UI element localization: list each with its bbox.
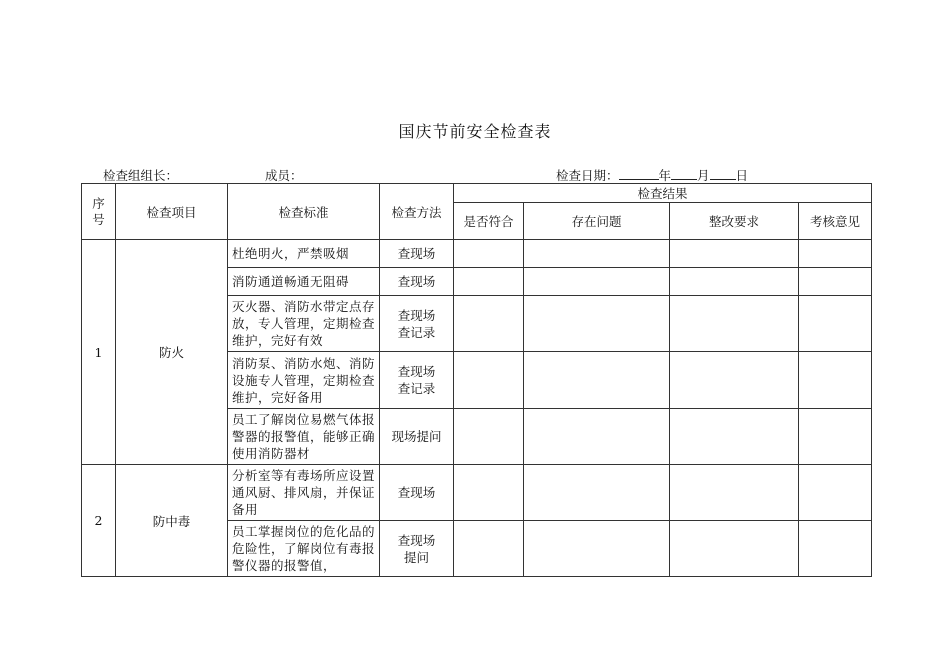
date-label: 检查日期： <box>556 168 619 183</box>
opinion-cell[interactable] <box>799 521 872 577</box>
rectify-cell[interactable] <box>670 521 799 577</box>
conform-cell[interactable] <box>454 409 524 465</box>
conform-cell[interactable] <box>454 465 524 521</box>
rectify-cell[interactable] <box>670 352 799 409</box>
header-issues: 存在问题 <box>524 203 670 240</box>
opinion-cell[interactable] <box>799 409 872 465</box>
header-standard: 检查标准 <box>228 184 380 240</box>
opinion-cell[interactable] <box>799 352 872 409</box>
day-label: 日 <box>735 168 749 183</box>
group-seq: 1 <box>82 240 116 465</box>
issues-cell[interactable] <box>524 465 670 521</box>
method-cell: 查现场 查记录 <box>380 352 454 409</box>
opinion-cell[interactable] <box>799 240 872 268</box>
header-opinion: 考核意见 <box>799 203 872 240</box>
method-cell: 查现场 <box>380 465 454 521</box>
rectify-cell[interactable] <box>670 240 799 268</box>
date-field <box>556 166 748 184</box>
header-item: 检查项目 <box>116 184 228 240</box>
day-blank <box>710 167 736 180</box>
rectify-cell[interactable] <box>670 409 799 465</box>
year-label: 年 <box>658 168 672 183</box>
issues-cell[interactable] <box>524 409 670 465</box>
conform-cell[interactable] <box>454 296 524 352</box>
opinion-cell[interactable] <box>799 268 872 296</box>
issues-cell[interactable] <box>524 296 670 352</box>
header-conform: 是否符合 <box>454 203 524 240</box>
header-seq: 序 号 <box>82 184 116 240</box>
month-blank <box>671 167 697 180</box>
rectify-cell[interactable] <box>670 268 799 296</box>
header-result: 检查结果 <box>454 184 872 203</box>
month-label: 月 <box>697 168 710 183</box>
standard-cell: 员工了解岗位易燃气体报警器的报警值，能够正确使用消防器材 <box>228 409 380 465</box>
conform-cell[interactable] <box>454 268 524 296</box>
standard-cell: 分析室等有毒场所应设置通风厨、排风扇，并保证备用 <box>228 465 380 521</box>
table-row <box>82 240 872 268</box>
method-cell: 查现场 查记录 <box>380 296 454 352</box>
opinion-cell[interactable] <box>799 296 872 352</box>
issues-cell[interactable] <box>524 268 670 296</box>
rectify-cell[interactable] <box>670 465 799 521</box>
header-method: 检查方法 <box>380 184 454 240</box>
table-row <box>82 465 872 521</box>
opinion-cell[interactable] <box>799 465 872 521</box>
standard-cell: 消防通道畅通无阻碍 <box>228 268 380 296</box>
group-item: 防火 <box>116 240 228 465</box>
method-cell: 现场提问 <box>380 409 454 465</box>
conform-cell[interactable] <box>454 352 524 409</box>
issues-cell[interactable] <box>524 352 670 409</box>
issues-cell[interactable] <box>524 240 670 268</box>
method-cell: 查现场 提问 <box>380 521 454 577</box>
standard-cell: 消防泵、消防水炮、消防设施专人管理，定期检查维护，完好备用 <box>228 352 380 409</box>
group-item: 防中毒 <box>116 465 228 577</box>
year-blank <box>619 167 659 180</box>
method-cell: 查现场 <box>380 268 454 296</box>
header-rectify: 整改要求 <box>670 203 799 240</box>
members-label: 成员： <box>265 168 303 183</box>
standard-cell: 灭火器、消防水带定点存放，专人管理，定期检查维护，完好有效 <box>228 296 380 352</box>
conform-cell[interactable] <box>454 521 524 577</box>
inspection-table <box>81 183 872 577</box>
standard-cell: 员工掌握岗位的危化品的危险性，了解岗位有毒报警仪器的报警值， <box>228 521 380 577</box>
standard-cell: 杜绝明火，严禁吸烟 <box>228 240 380 268</box>
page-title: 国庆节前安全检查表 <box>398 122 552 141</box>
group-seq: 2 <box>82 465 116 577</box>
issues-cell[interactable] <box>524 521 670 577</box>
method-cell: 查现场 <box>380 240 454 268</box>
conform-cell[interactable] <box>454 240 524 268</box>
leader-label: 检查组组长： <box>103 168 179 183</box>
rectify-cell[interactable] <box>670 296 799 352</box>
